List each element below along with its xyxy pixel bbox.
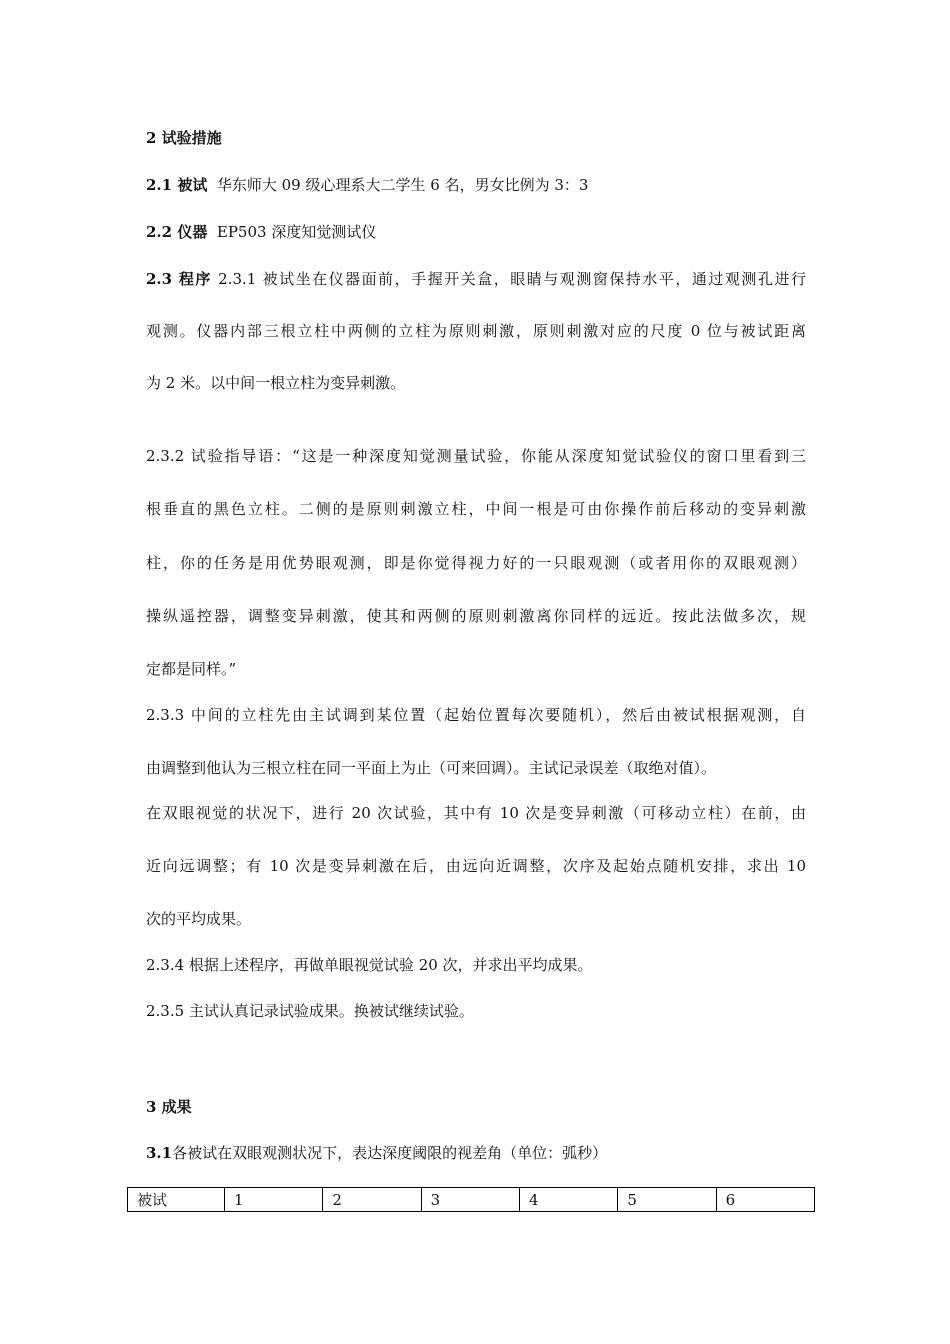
section-2-3-3-line-2: 由调整到他认为三根立柱在同一平面上为止（可来回调）。主试记录误差（取绝对值）。 [146, 759, 717, 777]
section-2-2-text: EP503 深度知觉测试仪 [216, 223, 377, 241]
section-2-3-4: 2.3.4 根据上述程序，再做单眼视觉试验 20 次，并求出平均成果。 [146, 956, 593, 974]
section-3-1-number: 3.1 [146, 1144, 173, 1162]
section-3-1 [146, 1143, 607, 1163]
table-header-cell: 6 [716, 1188, 814, 1212]
section-2-3-line-2: 观测。仪器内部三根立柱中两侧的立柱为原则刺激，原则刺激对应的尺度 0 位与被试距离 [146, 322, 806, 340]
section-2-2 [146, 222, 376, 242]
results-table [127, 1187, 815, 1212]
section-2-2-number: 2.2 仪器 [146, 223, 208, 241]
section-2-3-3-line-5: 次的平均成果。 [146, 910, 252, 928]
section-2-3-2-line-1: 2.3.2 试验指导语：“这是一种深度知觉测量试验，你能从深度知觉试验仪的窗口里看到三 [146, 447, 806, 465]
table-header-cell: 4 [519, 1188, 617, 1212]
section-2-3-2-line-4: 操纵遥控器，调整变异刺激，使其和两侧的原则刺激离你同样的远近。按此法做多次，规 [146, 607, 806, 625]
section-2-3-1-text: 2.3.1 被试坐在仪器面前，手握开关盒，眼睛与观测窗保持水平，通过观测孔进行 [218, 270, 806, 288]
section-2-3-3-line-4: 近向远调整；有 10 次是变异刺激在后，由远向近调整，次序及起始点随机安排，求出 10 [146, 857, 806, 875]
table-header-cell: 3 [421, 1188, 519, 1212]
table-header-cell: 1 [225, 1188, 323, 1212]
section-2-3-2-line-3: 柱，你的任务是用优势眼观测，即是你觉得视力好的一只眼观测（或者用你的双眼观测） [146, 554, 806, 572]
section-2-1-text: 华东师大 09 级心理系大二学生 6 名，男女比例为 3：3 [216, 176, 589, 194]
section-2-3-3-line-1: 2.3.3 中间的立柱先由主试调到某位置（起始位置每次要随机），然后由被试根据观测，自 [146, 706, 806, 724]
section-2-3-number: 2.3 程序 [146, 270, 212, 288]
section-2-heading: 2 试验措施 [146, 129, 222, 147]
section-2-3-2-line-5: 定都是同样。” [146, 660, 237, 678]
section-2-3-2-line-2: 根垂直的黑色立柱。二侧的是原则刺激立柱，中间一根是可由你操作前后移动的变异刺激 [146, 500, 806, 518]
section-2-1-number: 2.1 被试 [146, 176, 208, 194]
section-2-3-line-1 [146, 269, 806, 289]
section-2-3-5: 2.3.5 主试认真记录试验成果。换被试继续试验。 [146, 1002, 474, 1020]
table-header-cell: 被试 [128, 1188, 225, 1212]
table-header-cell: 5 [618, 1188, 716, 1212]
section-2-3-line-3: 为 2 米。以中间一根立柱为变异刺激。 [146, 374, 406, 392]
section-3-heading: 3 成果 [146, 1098, 192, 1116]
section-2-3-3-line-3: 在双眼视觉的状况下，进行 20 次试验，其中有 10 次是变异刺激（可移动立柱）在前，由 [146, 804, 806, 822]
table-row [128, 1188, 815, 1212]
section-3-1-text: 各被试在双眼观测状况下，表达深度阈限的视差角（单位：弧秒） [172, 1144, 608, 1162]
section-2-1 [146, 175, 588, 195]
table-header-cell: 2 [323, 1188, 421, 1212]
